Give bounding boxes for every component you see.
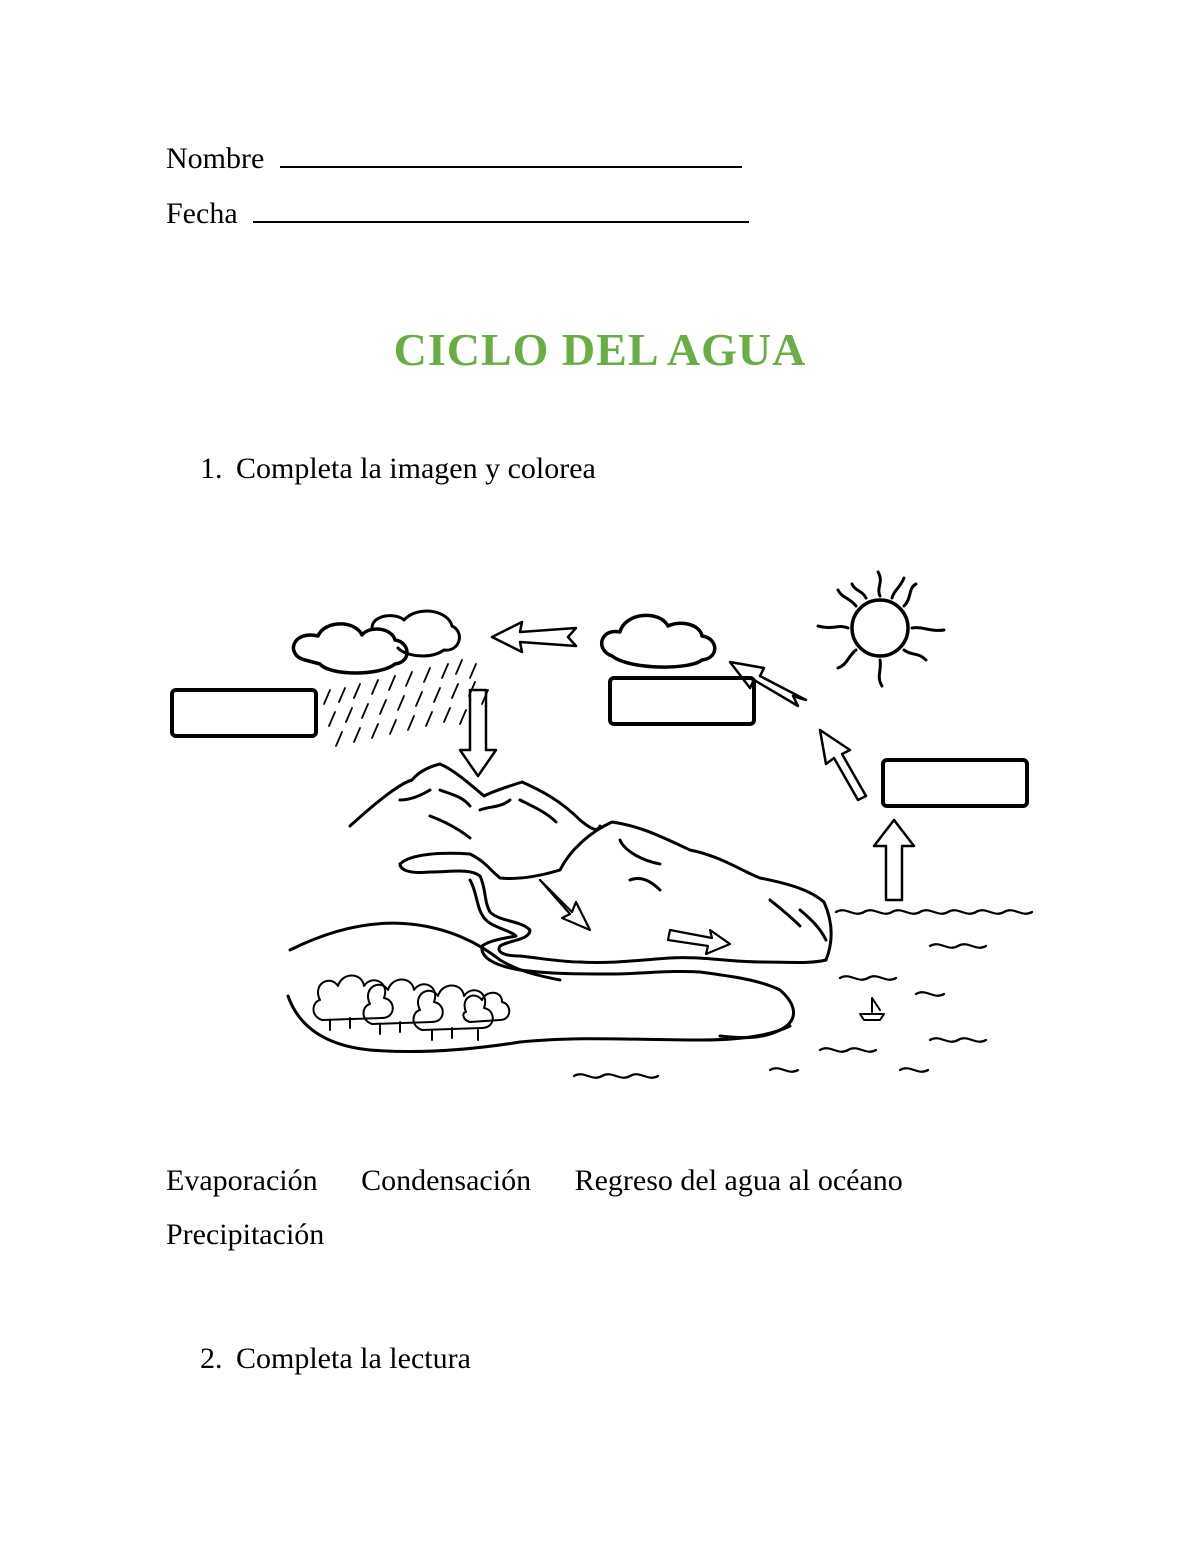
instruction-2 bbox=[200, 1342, 471, 1376]
evaporation-up-arrow-icon bbox=[874, 820, 914, 900]
instruction-2-number: 2. bbox=[200, 1342, 223, 1375]
sun-icon bbox=[818, 572, 944, 686]
condensation-box[interactable] bbox=[610, 678, 754, 724]
condensation-arrow-icon bbox=[492, 622, 576, 652]
date-label: Fecha bbox=[166, 197, 238, 230]
vapor-rising-arrow-icon bbox=[820, 730, 866, 800]
mountains-icon bbox=[350, 764, 600, 838]
instruction-2-text: Completa la lectura bbox=[236, 1342, 471, 1375]
word-bank-row-2 bbox=[166, 1218, 360, 1252]
date-blank-line[interactable] bbox=[253, 195, 749, 223]
instruction-1-number: 1. bbox=[200, 452, 223, 485]
name-field bbox=[166, 140, 742, 176]
name-blank-line[interactable] bbox=[280, 140, 742, 168]
word-condensacion: Condensación bbox=[361, 1164, 532, 1197]
forest-hill-icon bbox=[288, 923, 790, 1051]
name-label: Nombre bbox=[166, 142, 265, 175]
evaporation-box[interactable] bbox=[883, 760, 1027, 806]
precipitation-arrow-icon bbox=[460, 690, 496, 776]
precipitation-box[interactable] bbox=[172, 690, 316, 736]
water-cycle-diagram bbox=[0, 560, 1200, 1090]
evaporation-arrow-icon bbox=[730, 662, 806, 706]
word-bank-row-1 bbox=[166, 1164, 939, 1198]
date-field bbox=[166, 195, 749, 231]
instruction-1-text: Completa la imagen y colorea bbox=[236, 452, 596, 485]
page-title: CICLO DEL AGUA bbox=[393, 324, 807, 375]
instruction-1 bbox=[200, 452, 596, 486]
boat-icon bbox=[860, 998, 884, 1020]
cloud-icon bbox=[602, 615, 715, 667]
word-regreso: Regreso del agua al océano bbox=[574, 1164, 903, 1197]
word-evaporacion: Evaporación bbox=[166, 1164, 318, 1197]
word-precipitacion: Precipitación bbox=[166, 1218, 325, 1251]
rain-cloud-icon bbox=[293, 611, 459, 673]
sea-waves-icon bbox=[574, 910, 1032, 1077]
